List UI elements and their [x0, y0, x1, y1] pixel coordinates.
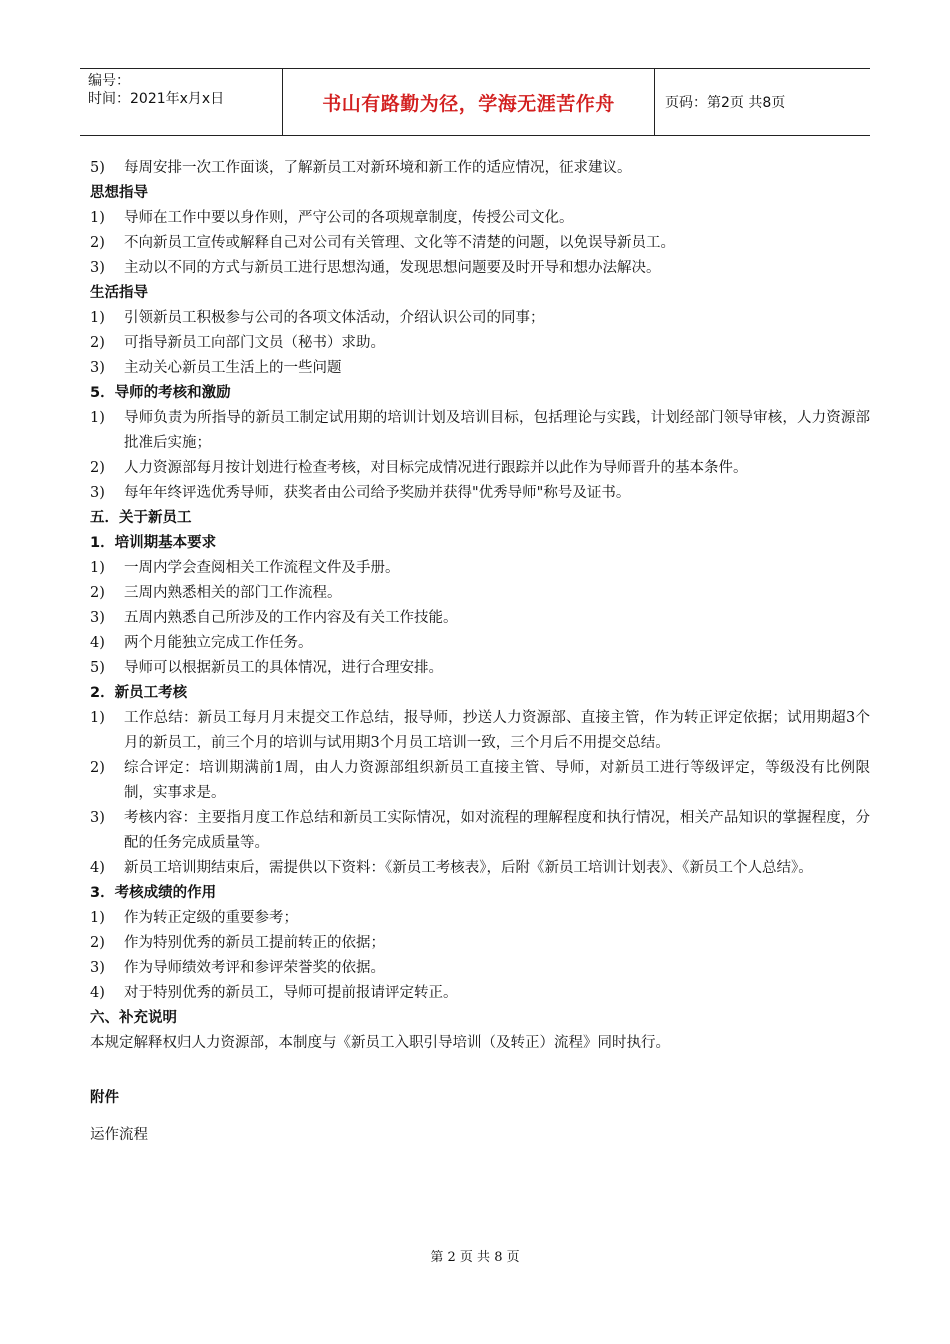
- list-item: 3) 五周内熟悉自己所涉及的工作内容及有关工作技能。: [90, 610, 458, 626]
- header-motto: [282, 69, 655, 135]
- list-item: 2) 人力资源部每月按计划进行检查考核，对目标完成情况进行跟踪并以此作为导师晋升的基本条件。: [90, 460, 748, 476]
- section-heading: 思想指导: [90, 185, 148, 201]
- list-item: 2) 作为特别优秀的新员工提前转正的依据；: [90, 935, 385, 951]
- document-body: [90, 156, 870, 1148]
- time-label: 时间：2021年x月x日: [88, 91, 225, 107]
- section-heading: 5．导师的考核和激励: [90, 385, 231, 401]
- spacer: [90, 1111, 870, 1123]
- list-item: 3) 考核内容：主要指月度工作总结和新员工实际情况，如对流程的理解程度和执行情况，相关产品知识的掌握程度，分配的任务完成质量等。: [90, 810, 870, 851]
- list-item: 1) 一周内学会查阅相关工作流程文件及手册。: [90, 560, 400, 576]
- list-item: 1) 工作总结：新员工每月月末提交工作总结，报导师，抄送人力资源部、直接主管，作为转正评定依据；试用期超3个月的新员工，前三个月的培训与试用期3个月员工培训一致，三个月后不用提交总结。: [90, 710, 870, 751]
- list-item: 1) 作为转正定级的重要参考；: [90, 910, 298, 926]
- number-label: 编号：: [88, 73, 130, 89]
- attachment-heading: 附件: [90, 1090, 119, 1106]
- section-heading: 生活指导: [90, 285, 148, 301]
- list-item: 5) 每周安排一次工作面谈，了解新员工对新环境和新工作的适应情况，征求建议。: [90, 160, 632, 176]
- list-item: 4) 新员工培训期结束后，需提供以下资料：《新员工考核表》，后附《新员工培训计划表》、《新员工个人总结》。: [90, 860, 813, 876]
- list-item: 5) 导师可以根据新员工的具体情况，进行合理安排。: [90, 660, 443, 676]
- list-item: 3) 主动关心新员工生活上的一些问题: [90, 360, 342, 376]
- section-heading: 1．培训期基本要求: [90, 535, 217, 551]
- list-item: 1) 引领新员工积极参与公司的各项文体活动，介绍认识公司的同事；: [90, 310, 545, 326]
- motto-text: 书山有路勤为径，学海无涯苦作舟: [322, 92, 615, 115]
- chapter-heading: 五．关于新员工: [90, 510, 192, 526]
- attachment-item: 运作流程: [90, 1127, 148, 1143]
- page-header: [80, 68, 870, 136]
- list-item: 2) 可指导新员工向部门文员（秘书）求助。: [90, 335, 385, 351]
- header-page-info: [655, 69, 870, 135]
- list-item: 2) 三周内熟悉相关的部门工作流程。: [90, 585, 342, 601]
- list-item: 4) 两个月能独立完成工作任务。: [90, 635, 313, 651]
- chapter-heading: 六、补充说明: [90, 1010, 177, 1026]
- header-meta: [80, 69, 282, 135]
- page-footer: 第 2 页 共 8 页: [430, 1250, 520, 1265]
- list-item: 3) 主动以不同的方式与新员工进行思想沟通，发现思想问题要及时开导和想办法解决。: [90, 260, 661, 276]
- list-item: 1) 导师负责为所指导的新员工制定试用期的培训计划及培训目标，包括理论与实践，计划经部门领导审核，人力资源部批准后实施；: [90, 410, 870, 451]
- section-heading: 3．考核成绩的作用: [90, 885, 217, 901]
- list-item: 1) 导师在工作中要以身作则，严守公司的各项规章制度，传授公司文化。: [90, 210, 574, 226]
- list-item: 3) 每年年终评选优秀导师，获奖者由公司给予奖励并获得"优秀导师"称号及证书。: [90, 485, 631, 501]
- list-item: 3) 作为导师绩效考评和参评荣誉奖的依据。: [90, 960, 385, 976]
- list-item: 2) 综合评定：培训期满前1周，由人力资源部组织新员工直接主管、导师，对新员工进行等级评定，等级没有比例限制，实事求是。: [90, 760, 870, 801]
- spacer: [90, 1056, 870, 1086]
- page-info-text: 页码：第2页 共8页: [665, 95, 786, 111]
- list-item: 4) 对于特别优秀的新员工，导师可提前报请评定转正。: [90, 985, 458, 1001]
- list-item: 2) 不向新员工宣传或解释自己对公司有关管理、文化等不清楚的问题，以免误导新员工。: [90, 235, 675, 251]
- supplement-paragraph: 本规定解释权归人力资源部，本制度与《新员工入职引导培训（及转正）流程》同时执行。: [90, 1035, 670, 1051]
- section-heading: 2．新员工考核: [90, 685, 188, 701]
